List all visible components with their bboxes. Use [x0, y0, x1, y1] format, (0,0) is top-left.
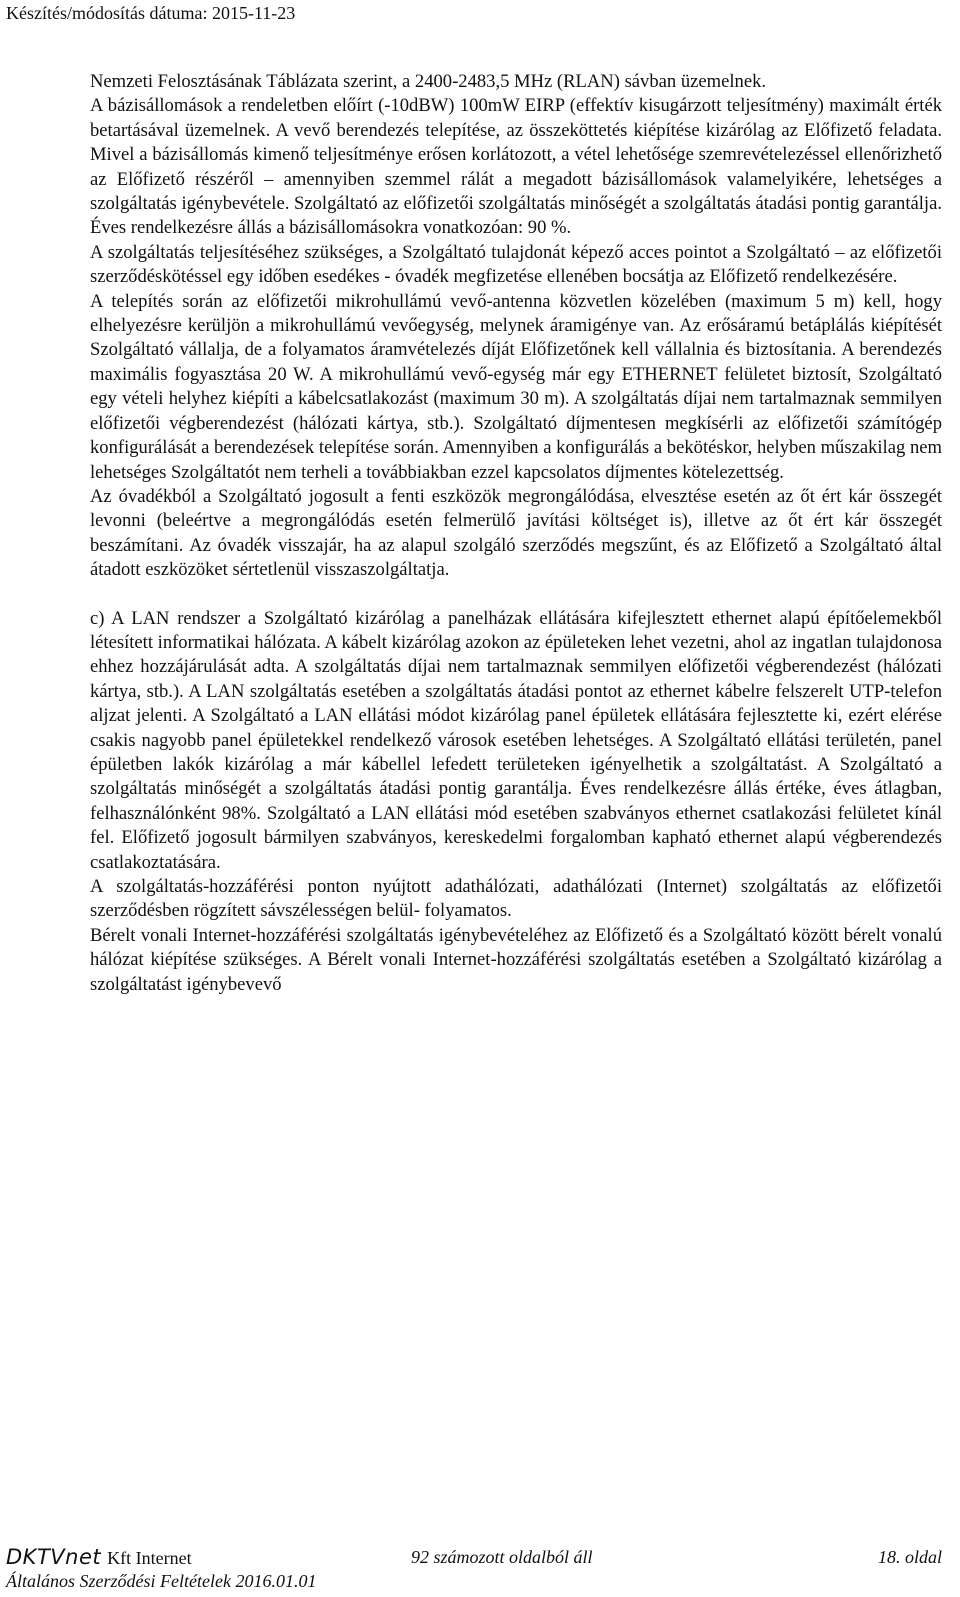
document-body	[90, 70, 942, 997]
document-header	[6, 2, 295, 24]
modification-date: Készítés/módosítás dátuma: 2015-11-23	[6, 3, 296, 23]
document-title: Általános Szerződési Feltételek 2016.01.01	[6, 1571, 317, 1591]
paragraph-access-point: A szolgáltatás teljesítéséhez szükséges, a Szolgáltató tulajdonát képező acces pointot a Szolgáltató – az előfizetői szerződéskötéssel egy időben esedékes - óvadék megfizetése ellenében bocsátja az Előfizető rendelkezésére.	[90, 241, 942, 288]
paragraph-leased-line: Bérelt vonali Internet-hozzáférési szolgáltatás igénybevételéhez az Előfizető és a Szolgáltató között bérelt vonalú hálózat kiépítése szükséges. A Bérelt vonali Internet-hozzáférési szolgáltatás esetében a Szolgáltató kizárólag a szolgáltatást igénybevevő	[90, 924, 942, 995]
document-footer	[6, 1546, 942, 1592]
paragraph-rlan-band: Nemzeti Felosztásának Táblázata szerint, a 2400-2483,5 MHz (RLAN) sávban üzemelnek.	[90, 71, 767, 92]
page-count-info: 92 számozott oldalból áll	[411, 1547, 593, 1567]
paragraph-installation: A telepítés során az előfizetői mikrohullámú vevő-antenna közvetlen közelében (maximum 5 m) kell, hogy elhelyezésre kerüljön a mikrohullámú vevőegység, melynek áramigénye van. Az erősáramú betáplálás kiépítését Szolgáltató vállalja, de a folyamatos áramvételezés díját Előfizetőnek kell vállalnia és biztosítania. A berendezés maximális fogyasztása 20 W. A mikrohullámú vevő-egység már egy ETHERNET felületet biztosít, Szolgáltató egy vételi helyhez kiépíti a kábelcsatlakozást (maximum 30 m). A szolgáltatás díjai nem tartalmaznak semmilyen előfizetői végberendezést (hálózati kártya, stb.). Szolgáltató díjmentesen megkísérli az előfizetői számítógép konfigurálását a berendezések telepítése során. Amennyiben a konfigurálás a bekötéskor, helyben műszakilag nem lehetséges Szolgáltatót nem terheli a továbbiakban ezzel kapcsolatos díjmentes kötelezettség.	[90, 290, 942, 483]
paragraph-access-point-service: A szolgáltatás-hozzáférési ponton nyújtott adathálózati, adathálózati (Internet) szolgáltatás az előfizetői szerződésben rögzített sávszélességen belül- folyamatos.	[90, 876, 942, 922]
footer-row	[6, 1546, 942, 1570]
page-number: 18. oldal	[877, 1547, 942, 1567]
paragraph-lan-system: c) A LAN rendszer a Szolgáltató kizárólag a panelházak ellátására kifejlesztett ethernet alapú építőelemekből létesített informatikai hálózata. A kábelt kizárólag azokon az épületeken lehet vezetni, ahol az ingatlan tulajdonosa ehhez hozzájárulását adta. A szolgáltatás díjai nem tartalmaznak semmilyen előfizetői végberendezést (hálózati kártya, stb.). A LAN szolgáltatás esetében a szolgáltatás átadási pontot az ethernet kábelre felszerelt UTP-telefon aljzat jelenti. A Szolgáltató a LAN ellátási módot kizárólag panel épületek ellátására fejlesztette ki, ezért elérése csakis nagyobb panel épületekkel rendelkező városok esetében lehetséges. A Szolgáltató ellátási területén, panel épületben lakók kizárólag a már kábellel lefedett területeken igényelhetik a szolgáltatást. A Szolgáltató a szolgáltatás minőségét a szolgáltatás átadási pontig garantálja. Éves rendelkezésre állás értéke, éves átlagban, felhasználónként 98%. Szolgáltató a LAN ellátási mód esetében szabványos ethernet csatlakozási felületet kínál fel. Előfizető jogosult bármilyen szabványos, kereskedelmi forgalomban kapható ethernet alapú végberendezés csatlakoztatására.	[90, 607, 942, 873]
company-name: Kft Internet	[107, 1548, 192, 1568]
paragraph-base-stations: A bázisállomások a rendeletben előírt (-10dBW) 100mW EIRP (effektív kisugárzott teljesítmény) maximált érték betartásával üzemelnek. A vevő berendezés telepítése, az összeköttetés kiépítése kizárólag az Előfizető feladata. Mivel a bázisállomás kimenő teljesítménye erősen korlátozott, a vétel lehetősége szemrevételezéssel ellenőrizhető az Előfizető részéről – amennyiben szemmel rálát a megadott bázisállomások valamelyikére, lehetséges a szolgáltatás igénybevétele. Szolgáltató az előfizetői szolgáltatás minőségét a szolgáltatás átadási pontig garantálja. Éves rendelkezésre állás a bázisállomásokra vonatkozóan: 90 %.	[90, 95, 942, 239]
brand-logo: DKTVnet	[6, 1545, 102, 1569]
paragraph-deposit: Az óvadékból a Szolgáltató jogosult a fenti eszközök megrongálódása, elvesztése esetén az őt ért kár összegét levonni (beleértve a megrongálódás esetén felmerülő javítási költséget is), illetve az őt ért kár összegét beszámítani. Az óvadék visszajár, ha az alapul szolgáló szerződés megszűnt, és az Előfizető a Szolgáltató által átadott eszközöket sértetlenül visszaszolgáltatja.	[90, 485, 942, 581]
